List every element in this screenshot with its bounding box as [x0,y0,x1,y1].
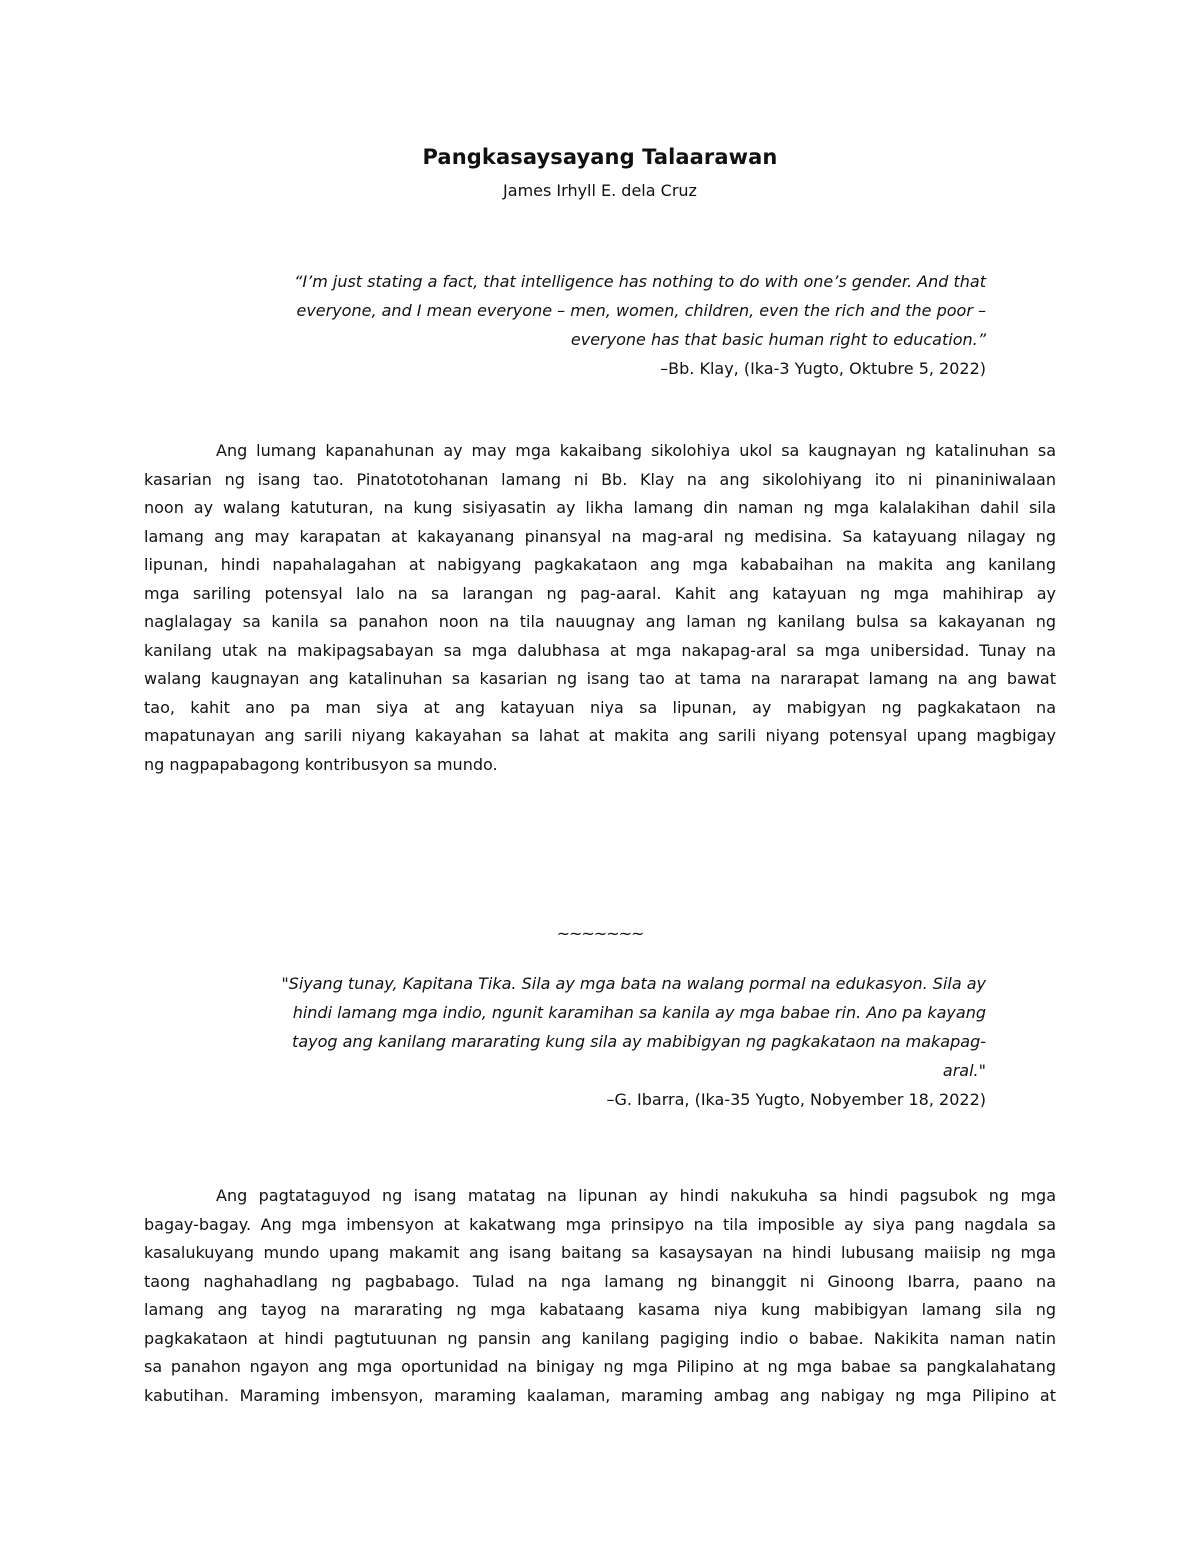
quote-attribution: –G. Ibarra, (Ika-35 Yugto, Nobyember 18, 2022) [606,1090,986,1109]
quote-line: "Siyang tunay, Kapitana Tika. Sila ay mga bata na walang pormal na edukasyon. Sila ay [281,974,986,993]
quote-block-1 [200,267,986,383]
author-name: James Irhyll E. dela Cruz [503,181,697,200]
paragraph-line: lamang ang tayog na mararating ng mga kabataang kasama niya kung mabibigyan lamang sila ng [144,1300,1056,1319]
quote-line: tayog ang kanilang mararating kung sila ay mabibigyan ng pagkakataon na makapag- [292,1032,986,1051]
section-separator: ~~~~~~~ [556,924,644,943]
paragraph-line: bagay-bagay. Ang mga imbensyon at kakatwang mga prinsipyo na tila imposible ay siya pang nagdala sa [144,1214,1056,1234]
paragraph-line: kasarian ng isang tao. Pinatototohanan lamang ni Bb. Klay na ang sikolohiyang ito ni pinaniniwalaan [144,469,1056,489]
quote-attribution: –Bb. Klay, (Ika-3 Yugto, Oktubre 5, 2022) [660,359,986,378]
paragraph-line: lamang ang may karapatan at kakayanang pinansyal na mag-aral ng medisina. Sa katayuang nilagay ng [144,526,1056,546]
paragraph-line: walang kaugnayan ang katalinuhan sa kasarian ng isang tao at tama na nararapat lamang na ang bawat [144,669,1056,688]
paragraph-line: sa panahon ngayon ang mga oportunidad na binigay ng mga Pilipino at ng mga babae sa pangkalahatang [144,1357,1056,1376]
paragraph-line: kanilang utak na makipagsabayan sa mga dalubhasa at mga nakapag-aral sa mga unibersidad. Tunay na [144,640,1056,660]
paragraph-line: mapatunayan ang sarili niyang kakayahan sa lahat at makita ang sarili niyang potensyal upang magbigay [144,726,1056,745]
paragraph-2 [144,1182,1056,1410]
quote-block-2 [200,969,986,1114]
paragraph-1 [144,437,1056,779]
quote-line: aral." [942,1061,986,1080]
quote-line: “I’m just stating a fact, that intelligence has nothing to do with one’s gender. And that [294,272,986,291]
paragraph-line: taong naghahadlang ng pagbabago. Tulad na nga lamang ng binanggit ni Ginoong Ibarra, paano na [144,1271,1056,1291]
paragraph-line: naglalagay sa kanila sa panahon noon na tila nauugnay ang laman ng kanilang bulsa sa kakayanan ng [144,612,1056,631]
quote-line: hindi lamang mga indio, ngunit karamihan sa kanila ay mga babae rin. Ano pa kayang [292,1003,986,1022]
paragraph-line: ng nagpapabagong kontribusyon sa mundo. [144,754,498,774]
quote-line: everyone, and I mean everyone – men, women, children, even the rich and the poor – [296,301,986,320]
paragraph-line: Ang lumang kapanahunan ay may mga kakaibang sikolohiya ukol sa kaugnayan ng katalinuhan sa [216,441,1056,460]
paragraph-line: lipunan, hindi napahalagahan at nabigyang pagkakataon ang mga kababaihan na makita ang kanilang [144,555,1056,574]
paragraph-line: kasalukuyang mundo upang makamit ang isang baitang sa kasaysayan na hindi lubusang maiisip ng mga [144,1243,1056,1262]
paragraph-line: kabutihan. Maraming imbensyon, maraming kaalaman, maraming ambag ang nabigay ng mga Pilipino at [144,1385,1056,1405]
page-title: Pangkasaysayang Talaarawan [422,145,778,169]
paragraph-line: tao, kahit ano pa man siya at ang katayuan niya sa lipunan, ay mabigyan ng pagkakataon na [144,697,1056,717]
paragraph-line: noon ay walang katuturan, na kung sisiyasatin ay likha lamang din naman ng mga kalalakihan dahil sila [144,498,1056,517]
quote-line: everyone has that basic human right to education.” [570,330,986,349]
paragraph-line: Ang pagtataguyod ng isang matatag na lipunan ay hindi nakukuha sa hindi pagsubok ng mga [216,1186,1056,1205]
paragraph-line: pagkakataon at hindi pagtutuunan ng pansin ang kanilang pagiging indio o babae. Nakikita naman natin [144,1328,1056,1348]
paragraph-line: mga sariling potensyal lalo na sa larangan ng pag-aaral. Kahit ang katayuan ng mga mahihirap ay [144,583,1056,603]
